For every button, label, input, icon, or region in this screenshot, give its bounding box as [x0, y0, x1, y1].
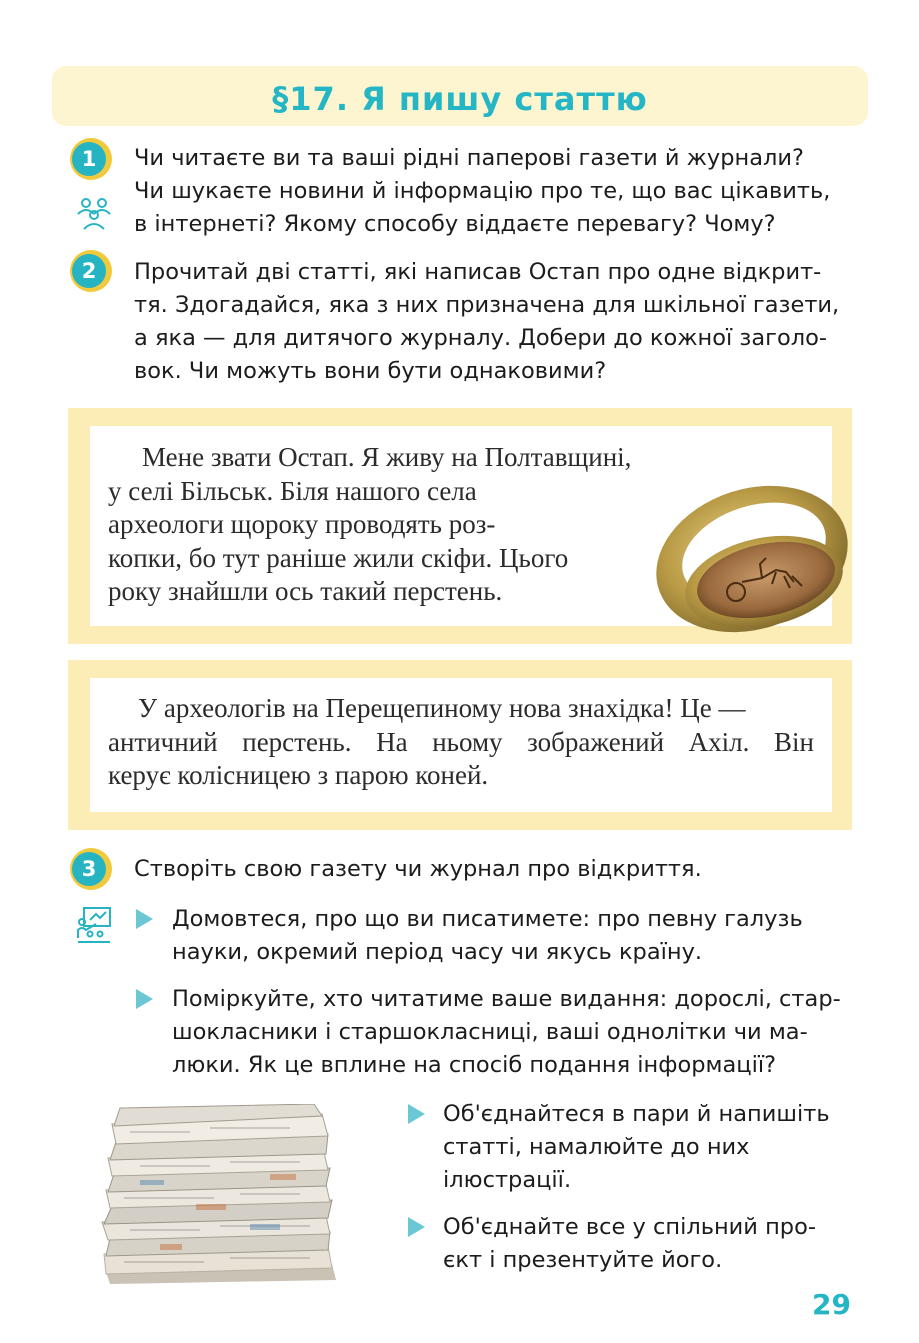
task1-line: Чи шукаєте новини й інформацію про те, що вас цікавить,: [134, 178, 831, 204]
bullet-line: статті, намалюйте до них: [443, 1134, 750, 1160]
bullet-line: шокласники і старшокласниці, ваші однолітки чи ма-: [172, 1019, 808, 1045]
task-number-badge-3: [70, 848, 112, 890]
article1-line: копки, бо тут раніше жили скіфи. Цього: [108, 542, 569, 573]
task-number-badge-1: [70, 138, 112, 180]
article2-line: античний перстень. На ньому зображений Ахіл. Він: [108, 726, 814, 757]
task3-intro-line: Створіть свою газету чи журнал про відкриття.: [134, 856, 702, 882]
task3-bullet-2: [172, 983, 841, 1082]
article2-line: керує колісницею з парою коней.: [108, 760, 489, 790]
article2-text: [108, 692, 814, 793]
bullet-line: Об'єднайте все у спільний про-: [443, 1214, 816, 1240]
article1-text: [108, 441, 631, 609]
task2-line: Прочитай дві статті, які написав Остап про одне відкрит-: [134, 259, 822, 285]
task-number-1: 1: [72, 142, 106, 176]
page-title: §17. Я пишу статтю: [272, 80, 648, 118]
task3-bullet-4: [443, 1211, 816, 1277]
task2-text: [134, 256, 839, 388]
bullet-arrow-icon: [408, 1104, 425, 1124]
task-number-badge-2: [70, 250, 112, 292]
task2-line: а яка — для дитячого журналу. Добери до кожної заголо-: [134, 325, 827, 351]
task1-line: Чи читаєте ви та ваші рідні паперові газети й журнали?: [134, 145, 804, 171]
task-number-2: 2: [72, 254, 106, 288]
bullet-line: науки, окремий період часу чи якусь країну.: [172, 939, 703, 965]
task-number-3: 3: [72, 852, 106, 886]
title-bar: [52, 66, 868, 126]
page-number: 29: [812, 1288, 851, 1321]
bullet-line: Поміркуйте, хто читатиме ваше видання: дорослі, стар-: [172, 986, 841, 1012]
task2-line: тя. Здогадайся, яка з них призначена для шкільної газети,: [134, 292, 840, 318]
bullet-line: єкт і презентуйте його.: [443, 1247, 723, 1273]
bullet-line: Домовтеся, про що ви писатимете: про певну галузь: [172, 906, 803, 932]
task1-line: в інтернеті? Якому способу віддаєте перевагу? Чому?: [134, 211, 776, 237]
bullet-arrow-icon: [408, 1217, 425, 1237]
group-icon: [74, 196, 114, 232]
newspaper-stack-image: [100, 1104, 340, 1284]
task3-bullet-1: [172, 903, 803, 969]
article1-line: археологи щороку проводять роз-: [108, 509, 496, 539]
task3-bullet-3: [443, 1098, 830, 1197]
bullet-arrow-icon: [136, 989, 153, 1009]
task1-text: [134, 142, 830, 241]
task3-intro: [134, 853, 702, 886]
article1-line: року знайшли ось такий перстень.: [108, 576, 503, 606]
task2-line: вок. Чи можуть вони бути однаковими?: [134, 358, 607, 384]
bullet-line: ілюстрації.: [443, 1167, 572, 1193]
article2-line: У археологів на Перещепиному нова знахідка! Це —: [138, 693, 746, 723]
bullet-line: люки. Як це вплине на спосіб подання інформації?: [172, 1052, 777, 1078]
bullet-line: Об'єднайтеся в пари й напишіть: [443, 1101, 830, 1127]
article1-line: Мене звати Остап. Я живу на Полтавщині,: [142, 442, 632, 472]
ancient-ring-image: [652, 464, 862, 642]
article1-line: у селі Більськ. Біля нашого села: [108, 475, 477, 506]
teacher-board-icon: [76, 906, 112, 944]
bullet-arrow-icon: [136, 909, 153, 929]
